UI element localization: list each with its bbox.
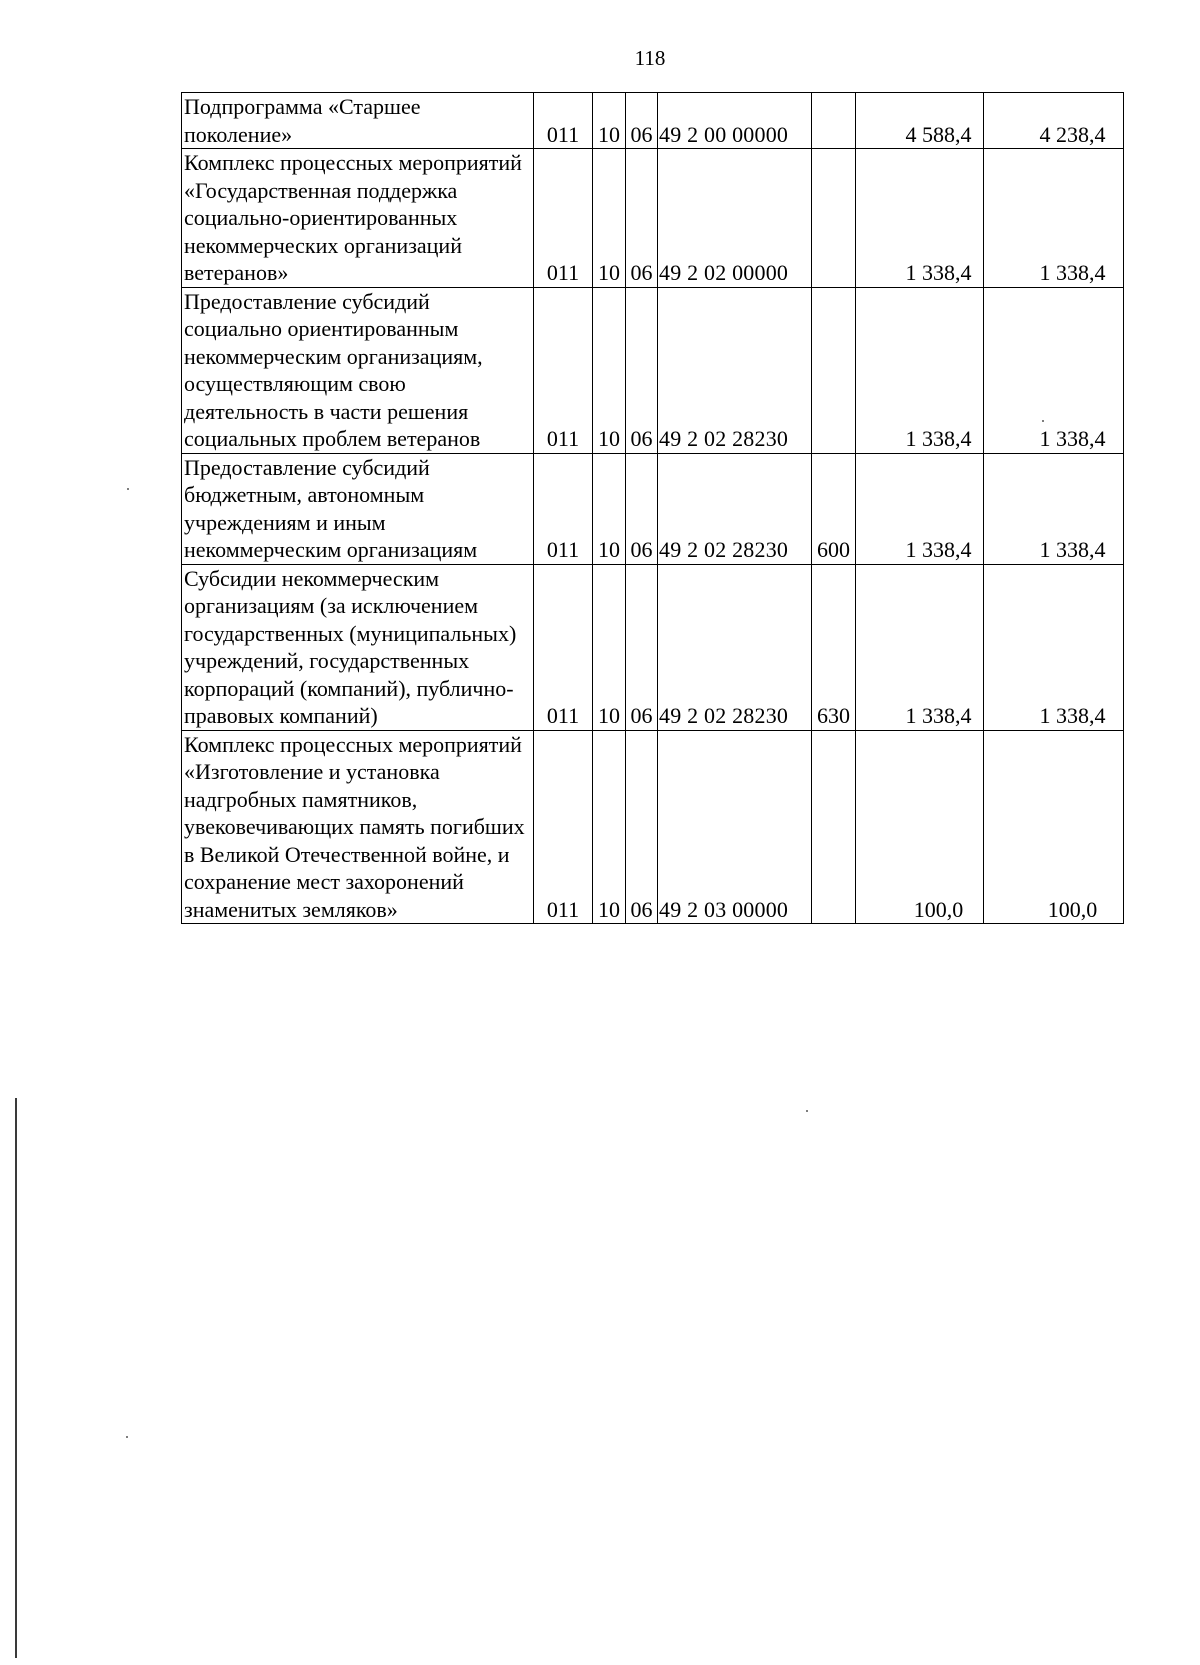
row-name-cell: Подпрограмма «Старшее поколение»: [182, 93, 534, 149]
row-name-cell: Субсидии некоммерческим организациям (за исключением государственных (муниципальных) учреждений, государственных корпораций (компаний), публично-правовых компаний): [182, 564, 534, 730]
amount-year2-cell: 4 238,4: [984, 93, 1124, 149]
target-article-cell: 49 2 02 28230: [658, 287, 812, 453]
ved-code-cell: 011: [534, 453, 593, 564]
amount-year1-cell: 1 338,4: [856, 149, 984, 288]
section-code-cell: 10: [593, 287, 626, 453]
section-code-cell: 10: [593, 93, 626, 149]
ved-code-cell: 011: [534, 93, 593, 149]
scan-speck: [1042, 420, 1044, 422]
amount-year1-cell: 1 338,4: [856, 287, 984, 453]
ved-code-cell: 011: [534, 287, 593, 453]
ved-code-cell: 011: [534, 564, 593, 730]
amount-year2-cell: 1 338,4: [984, 149, 1124, 288]
subsection-code-cell: 06: [626, 93, 658, 149]
table-body: [182, 93, 1124, 924]
table-row: [182, 93, 1124, 149]
target-article-cell: 49 2 00 00000: [658, 93, 812, 149]
section-code-cell: 10: [593, 564, 626, 730]
amount-year2-cell: 1 338,4: [984, 453, 1124, 564]
expense-type-cell: 600: [812, 453, 856, 564]
subsection-code-cell: 06: [626, 149, 658, 288]
ved-code-cell: 011: [534, 730, 593, 924]
budget-table: [181, 92, 1124, 924]
ved-code-cell: 011: [534, 149, 593, 288]
scan-margin-line: [15, 1098, 17, 1658]
expense-type-cell: 630: [812, 564, 856, 730]
target-article-cell: 49 2 02 28230: [658, 564, 812, 730]
expense-type-cell: [812, 149, 856, 288]
amount-year1-cell: 1 338,4: [856, 564, 984, 730]
expense-type-cell: [812, 93, 856, 149]
scan-speck: [127, 488, 129, 490]
table-row: [182, 287, 1124, 453]
subsection-code-cell: 06: [626, 730, 658, 924]
subsection-code-cell: 06: [626, 453, 658, 564]
row-name-cell: Комплекс процессных мероприятий «Государственная поддержка социально-ориентированных некоммерческих организаций ветеранов»: [182, 149, 534, 288]
subsection-code-cell: 06: [626, 564, 658, 730]
amount-year1-cell: 100,0: [856, 730, 984, 924]
subsection-code-cell: 06: [626, 287, 658, 453]
target-article-cell: 49 2 02 00000: [658, 149, 812, 288]
target-article-cell: 49 2 03 00000: [658, 730, 812, 924]
scan-speck: [806, 1110, 808, 1112]
table-row: [182, 453, 1124, 564]
amount-year1-cell: 4 588,4: [856, 93, 984, 149]
amount-year2-cell: 1 338,4: [984, 287, 1124, 453]
scan-speck: [126, 1436, 128, 1438]
expense-type-cell: [812, 287, 856, 453]
table-row: [182, 564, 1124, 730]
section-code-cell: 10: [593, 730, 626, 924]
section-code-cell: 10: [593, 149, 626, 288]
amount-year2-cell: 100,0: [984, 730, 1124, 924]
amount-year1-cell: 1 338,4: [856, 453, 984, 564]
row-name-cell: Предоставление субсидий социально ориентированным некоммерческим организациям, осуществляющим свою деятельность в части решения социальных проблем ветеранов: [182, 287, 534, 453]
section-code-cell: 10: [593, 453, 626, 564]
page-number: 118: [634, 46, 666, 70]
expense-type-cell: [812, 730, 856, 924]
row-name-cell: Комплекс процессных мероприятий «Изготовление и установка надгробных памятников, увековечивающих память погибших в Великой Отечественной войне, и сохранение мест захоронений знаменитых земляков»: [182, 730, 534, 924]
row-name-cell: Предоставление субсидий бюджетным, автономным учреждениям и иным некоммерческим организациям: [182, 453, 534, 564]
amount-year2-cell: 1 338,4: [984, 564, 1124, 730]
table-row: [182, 149, 1124, 288]
table-row: [182, 730, 1124, 924]
target-article-cell: 49 2 02 28230: [658, 453, 812, 564]
